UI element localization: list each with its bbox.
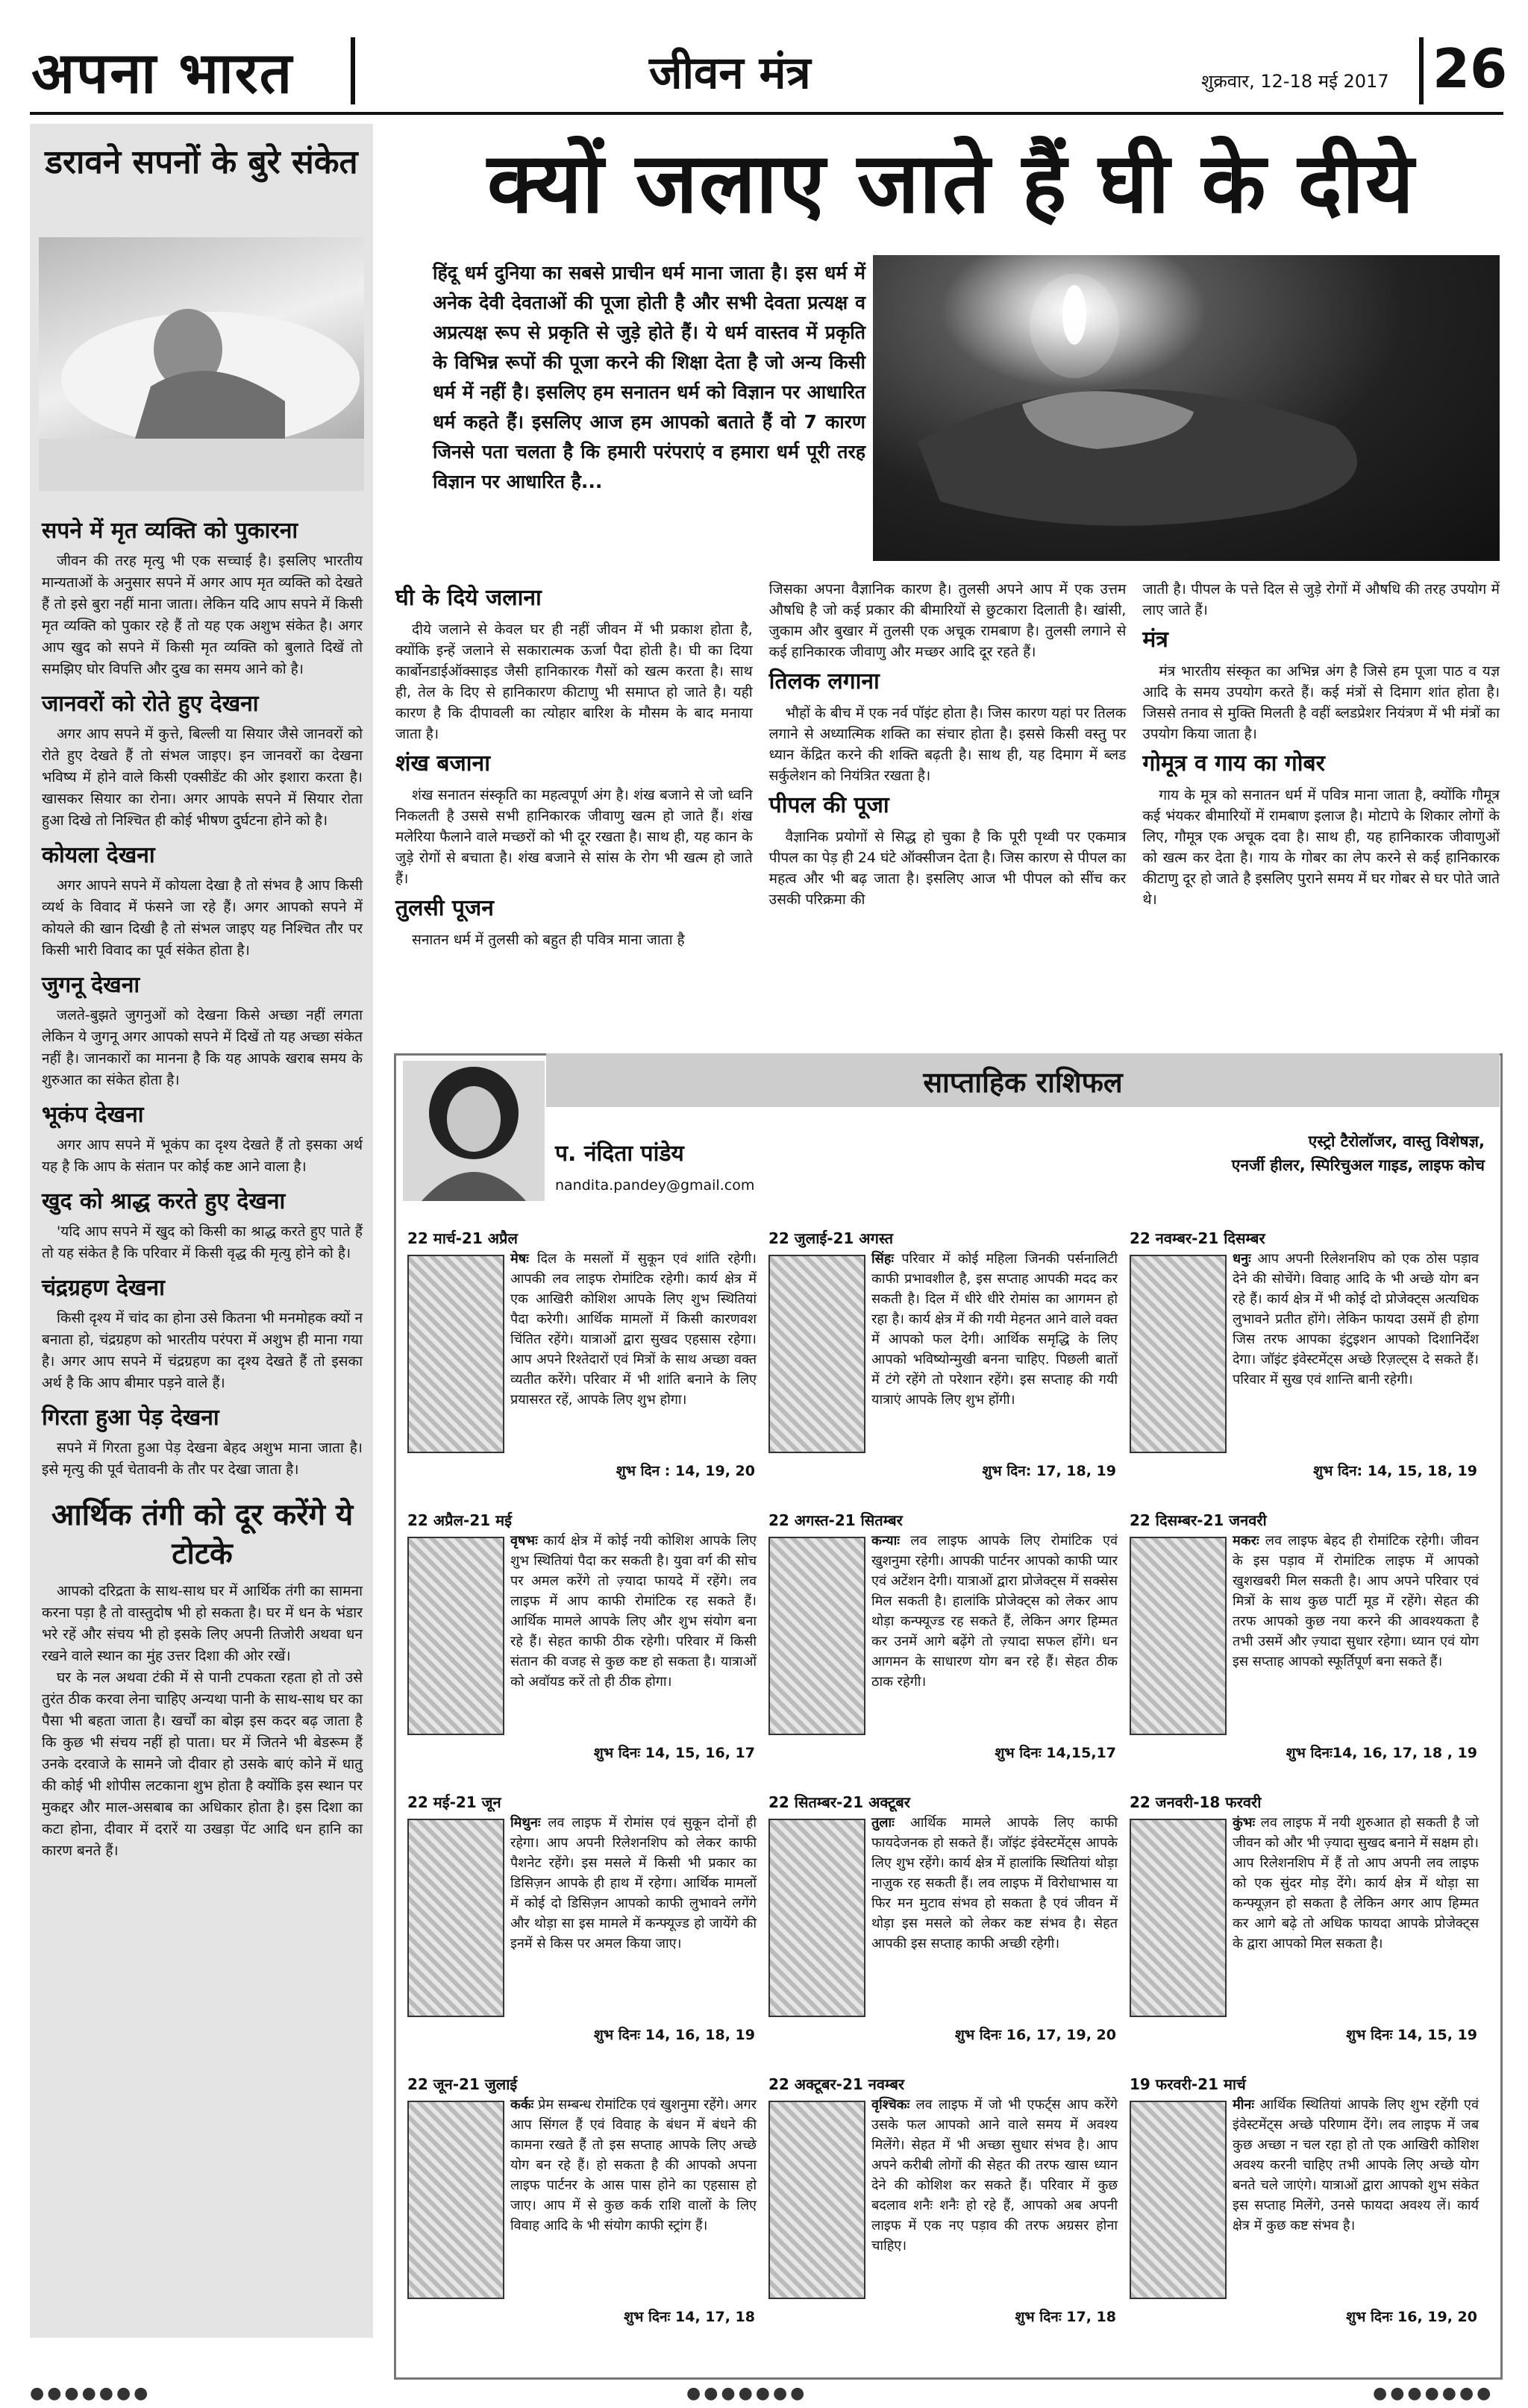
reason-heading: शंख बजाना: [395, 750, 490, 777]
zodiac-prediction: [510, 1249, 757, 1410]
article-column-2: [769, 579, 1127, 1034]
reason-text: मंत्र भारतीय संस्कृत का अभिन्न अंग है जिसे हम पूजा पाठ व यज्ञ आदि के समय उपयोग करते हैं। कई मंत्रों से दिमाग शांत होता है। जिससे तनाव से मुक्ति मिलती है वहीं ब्लडप्रेशर नियंत्रण में भी मंत्रों का उपयोग किया जाता है।: [1142, 663, 1500, 742]
role-line: एस्ट्रो टैरोलॉजर, वास्तु विशेषज्ञ,: [1308, 1132, 1485, 1150]
zodiac-lucky-days: शुभ दिनः 14, 16, 18, 19: [593, 2027, 755, 2043]
zodiac-prediction-text: आप अपनी रिलेशनशिप को एक ठोस पड़ाव देने की सोचेंगे। विवाह आदि के भी अच्छे योग बन रहे हैं। कार्य क्षेत्र में भी कोई दो प्रोजेक्ट्स अत्यधिक लुभावने प्रतीत होंगे। लेकिन फायदा उसमें ही होगा जिस तरफ आपका इंटुइशन आपको दिशानिर्देश देगा। जॉइंट इंवेस्टमेंट्स अच्छे रिज़ल्ट्स दे सकते हैं। परिवार में सुख एवं शान्ति बानी रहेगी।: [1233, 1251, 1479, 1388]
astrologer-name: प. नंदिता पांडेय: [555, 1141, 684, 1167]
zodiac-sign-name: तुलाः: [871, 1815, 895, 1831]
zodiac-illustration: [1130, 1537, 1227, 1735]
article-columns: [395, 579, 1500, 1034]
zodiac-card: [764, 1787, 1121, 2047]
newspaper-brand: अपना भारत: [31, 40, 294, 106]
zodiac-date-range: 22 सितम्बर-21 अक्टूबर: [768, 1793, 910, 1811]
zodiac-prediction-text: आर्थिक मामले आपके लिए काफी फायदेजनक हो सकते हैं। जॉइंट इंवेस्टमेंट्स आपके लिए शुभ रहेंगे। कार्य क्षेत्र में हालांकि स्थितियां थोड़ा नाज़ुक रह सकती हैं। लव लाइफ में विरोधाभास या फिर मन मुटाव संभव हो सकता है एवं जीवन में थोड़ा इस मसले को लेकर कष्ट संभव है। सेहत आपकी इस सप्ताह काफी अच्छी रहेगी।: [871, 1815, 1118, 1951]
dream-text: जीवन की तरह मृत्यु भी एक सच्चाई है। इसलिए भारतीय मान्यताओं के अनुसार सपने में अगर आप मृत व्यक्ति को देखते हैं तो इसे बुरा नहीं माना जाता। लेकिन यदि आप सपने में किसी मृत व्यक्ति को पुकार रहे हैं तो यह एक अशुभ संकेत है। अगर आप खुद को सपने में किसी मृत व्यक्ति को बुलाते दिखें तो समझिए घोर विपत्ति और दुख का समय आने को है।: [42, 553, 363, 677]
reason-text: सनातन धर्म में तुलसी को बहुत ही पवित्र माना जाता है: [412, 932, 685, 948]
zodiac-sign-name: मेषः: [510, 1251, 529, 1267]
zodiac-prediction: [871, 1531, 1118, 1692]
article-intro: हिंदू धर्म दुनिया का सबसे प्राचीन धर्म माना जाता है। इस धर्म में अनेक देवी देवताओं की पूजा होती है और सभी देवता प्रत्यक्ष व अप्रत्यक्ष रूप से प्रकृति से जुड़े होते हैं। ये धर्म वास्तव में प्रकृति के विभिन्न रूपों की पूजा करने की शिक्षा देता है जो अन्य किसी धर्म में नहीं है। इसलिए हम सनातन धर्म को विज्ञान पर आधारित धर्म कहते हैं। इसलिए आज हम आपको बताते हैं वो 7 कारण जिनसे पता चलता है कि हमारी परंपराएं व हमारा धर्म पूरी तरह विज्ञान पर आधारित है...: [433, 262, 865, 492]
zodiac-illustration: [407, 1537, 504, 1735]
zodiac-prediction: [510, 1531, 757, 1692]
zodiac-lucky-days: शुभ दिनः14, 16, 17, 18 , 19: [1286, 1745, 1477, 1761]
dream-text: किसी दृश्य में चांद का होना उसे कितना भी मनमोहक क्यों न बनाता हो, चंद्रग्रहण को भारतीय परंपरा में अशुभ ही माना गया है। अगर आप सपने में चंद्रग्रहण का दृश्य देखते हैं तो इसका अर्थ है कि आप बीमार पड़ने वाले हैं।: [42, 1310, 363, 1391]
zodiac-lucky-days: शुभ दिनः 17, 18: [1015, 2309, 1116, 2325]
dream-text: सपने में गिरता हुआ पेड़ देखना बेहद अशुभ माना जाता है। इसे मृत्यु की पूर्व चेतावनी के तौर पर देखा जाता है।: [42, 1440, 363, 1478]
zodiac-illustration: [768, 2101, 865, 2299]
ghee-diya-photo: [873, 255, 1500, 561]
totke-paragraph: घर के नल अथवा टंकी में से पानी टपकता रहता हो तो उसे तुरंत ठीक करवा लेना चाहिए अन्यथा पानी के साथ-साथ घर का पैसा भी बहता जाता है। खर्चों का बोझ इस कदर बढ़ जाता है कि कुछ भी संचय नहीं हो पाता। घर में जितने भी बेडरूम हैं उनके दरवाजे के सामने जो दीवार हो उसके बाएं कोने में धातु की कोई भी शोपीस लटकाना शुभ होता है क्योंकि इस स्थान पर मुकद्दर और माल-असबाब का अधिकार होता है। इस दिशा का कटा होना, दीवार में दरारें या उखड़ा पेंट आदि धन हानि का कारण बनते हैं।: [42, 1669, 363, 1859]
zodiac-prediction-text: दिल के मसलों में सुकून एवं शांति रहेगी। आपकी लव लाइफ रोमांटिक रहेगी। कार्य क्षेत्र में एक आखिरी कोशिश आपके लिए शुभ स्थितियां पैदा करेगी। आर्थिक मामलों में किसी कारणवश चिंतित रहेंगे। यात्राओं द्वारा सुखद एहसास रहेगा। आप अपने रिश्तेदारों एवं मित्रों के साथ अच्छा वक्त व्यतीत करेंगे। परिवार में भी शांति बनाने के लिए प्रयासरत रहें, आपके लिए शुभ होगा।: [510, 1251, 757, 1408]
page-footer: [30, 2384, 1503, 2403]
article-column-3: [1142, 579, 1500, 1034]
zodiac-lucky-days: शुभ दिनः 16, 19, 20: [1346, 2309, 1477, 2325]
rashifal-title: साप्ताहिक राशिफल: [923, 1065, 1123, 1099]
zodiac-sign-name: वृषभः: [510, 1533, 538, 1549]
reason-heading: तिलक लगाना: [768, 668, 880, 695]
zodiac-sign-name: वृश्चिकः: [871, 2097, 910, 2113]
dream-heading: कोयला देखना: [42, 842, 155, 868]
zodiac-lucky-days: शुभ दिनः 14, 17, 18: [624, 2309, 755, 2325]
zodiac-prediction: [1233, 1531, 1479, 1672]
zodiac-lucky-days: शुभ दिनः 14, 15, 19: [1346, 2027, 1477, 2043]
zodiac-date-range: 22 अप्रैल-21 मई: [407, 1511, 512, 1529]
zodiac-date-range: 19 फरवरी-21 मार्च: [1130, 2075, 1246, 2093]
sidebar-title: डरावने सपनों के बुरे संकेत: [45, 143, 358, 181]
zodiac-illustration: [768, 1537, 865, 1735]
zodiac-sign-name: कन्याः: [871, 1533, 900, 1549]
zodiac-prediction: [1233, 1249, 1479, 1390]
zodiac-sign-name: मिथुनः: [510, 1815, 541, 1831]
zodiac-date-range: 22 दिसम्बर-21 जनवरी: [1130, 1511, 1267, 1529]
zodiac-illustration: [1130, 2101, 1227, 2299]
astrologer-role: [1194, 1129, 1485, 1177]
zodiac-prediction-text: लव लाइफ में नयी शुरुआत हो सकती है जो जीवन को और भी ज़्यादा सुखद बनाने में सक्षम हो। आप रिलेशनशिप में हैं तो आप अपनी लव लाइफ को एक सुंदर मोड़ देंगे। कार्य क्षेत्र में थोड़ा सा कन्फ्यूज़न हो सकता है लेकिन अगर आप हिम्मत कर आगे बढ़े तो अधिक फायदा आपके प्रोजेक्ट्स के द्वारा आपको मिल सकता है।: [1233, 1815, 1479, 1951]
zodiac-prediction-text: आर्थिक स्थितियां आपके लिए शुभ रहेंगी एवं इंवेस्टमेंट्स अच्छे परिणाम देंगे। लव लाइफ में जब कुछ अच्छा न चल रहा हो तो एक आखिरी कोशिश अवश्य करनी चाहिए तभी आपके लिए अच्छे योग बनते चले जाएंगे। यात्राओं द्वारा आपको शुभ संकेत इस सप्ताह मिलेंगे, उनसे फायदा अवश्य लें। कार्य क्षेत्र में कुछ कष्ट संभव है।: [1233, 2097, 1479, 2233]
reason-heading: पीपल की पूजा: [768, 792, 889, 818]
dream-text: 'यदि आप सपने में खुद को किसी का श्राद्ध करते हुए पाते हैं तो यह संकेत है कि परिवार में किसी वृद्ध की मृत्यु होने को है।: [42, 1223, 363, 1261]
zodiac-card: [1125, 1223, 1482, 1483]
zodiac-sign-name: सिंहः: [871, 1251, 895, 1267]
dream-heading: खुद को श्राद्ध करते हुए देखना: [42, 1188, 286, 1214]
dream-heading: भूकंप देखना: [42, 1102, 144, 1128]
zodiac-illustration: [1130, 1819, 1227, 2017]
zodiac-prediction: [871, 1249, 1118, 1410]
reason-text: जिसका अपना वैज्ञानिक कारण है। तुलसी अपने आप में एक उत्तम औषधि है जो कई प्रकार की बीमारियों से छुटकारा दिलाती है। खांसी, जुकाम और बुखार में तुलसी एक अचूक रामबाण है। तुलसी लगाने से कई हानिकारक जीवाणु और मच्छर आदि दूर रहते हैं।: [768, 581, 1127, 660]
reason-text: गाय के मूत्र को सनातन धर्म में पवित्र माना जाता है, क्योंकि गौमूत्र कई भंयकर बीमारियों में रामबाण इलाज है। मोटापे के शिकार लोगों के लिए, गौमूत्र एक अचूक दवा है। साथ ही, यह हानिकारक जीवाणुओं को खत्म कर देता है। गाय के गोबर का लेप करने से कई हानिकारक कीटाणु दूर हो जाते है इसलिए पुराने समय में घर गोबर से घर पोते जाते थे।: [1142, 787, 1500, 908]
dream-heading: जुगनू देखना: [42, 972, 140, 998]
zodiac-card: [403, 1787, 760, 2047]
zodiac-illustration: [768, 1819, 865, 2017]
zodiac-date-range: 22 जुलाई-21 अगस्त: [768, 1229, 894, 1247]
masthead-divider: [351, 37, 355, 104]
zodiac-lucky-days: शुभ दिनः 14,15,17: [995, 1745, 1116, 1761]
sleeping-man-photo: [39, 237, 364, 491]
zodiac-card: [764, 2069, 1121, 2329]
footer-dots-icon: ●●●●●●●: [1373, 2384, 1494, 2403]
zodiac-illustration: [768, 1255, 865, 1453]
dream-text: अगर आप सपने में कुत्ते, बिल्ली या सियार जैसे जानवरों को रोते हुए देखते हैं तो संभल जाइए। इन जानवरों का देखना भविष्य में होने वाले किसी एक्सीडेंट की ओर इशारा करता है। खासकर सियार का रोना। अगर आपके सपने में सियार रोता हुआ दिखे तो निश्चित ही कोई भीषण दुर्घटना होने को है।: [42, 726, 363, 829]
zodiac-illustration: [407, 2101, 504, 2299]
dream-text: जलते-बुझते जुगनुओं को देखना किसे अच्छा नहीं लगता लेकिन ये जुगनू अगर आपको सपने में दिखें तो यह अच्छा संकेत नहीं है। जानकारों का मानना है कि यह आपके खराब समय के शुरुआत का संकेत होता है।: [42, 1007, 363, 1088]
zodiac-prediction: [871, 2095, 1118, 2256]
zodiac-prediction-text: लव लाइफ में रोमांस एवं सुकून दोनों ही रहेगा। आप अपनी रिलेशनशिप को लेकर काफी पैशनेट रहेंगे। इस मसले में किसी भी प्रकार का डिसिज़न आपके ही हाथ में रहेगा। आर्थिक मामलों में कोई दो डिसिज़न आपको काफी लुभावने लगेंगे और थोड़ा सा इस मामले में कन्फ्यूज्ड हो जायेंगे की इनमें से किस पर अमल किया जाए।: [510, 1815, 757, 1951]
reason-heading: मंत्र: [1142, 627, 1168, 653]
astrologer-email[interactable]: nandita.pandey@gmail.com: [555, 1177, 755, 1194]
zodiac-card: [403, 1505, 760, 1765]
zodiac-lucky-days: शुभ दिनः 14, 15, 16, 17: [593, 1745, 755, 1761]
footer-dots-icon: ●●●●●●●: [686, 2384, 808, 2403]
role-line: एनर्जी हीलर, स्पिरिचुअल गाइड, लाइफ कोच: [1231, 1156, 1485, 1174]
section-name: जीवन मंत्र: [649, 47, 811, 99]
zodiac-sign-name: मीनः: [1233, 2097, 1255, 2113]
zodiac-date-range: 22 अगस्त-21 सितम्बर: [768, 1511, 903, 1529]
reason-text: शंख सनातन संस्कृति का महत्वपूर्ण अंग है। शंख बजाने से जो ध्वनि निकलती है उससे सभी हानिकारक जीवाणु खत्म हो जाते हैं। शंख मलेरिया फैलाने वाले मच्छरों को भी दूर रखता है। साथ ही, यह कान के जुड़े रोगों से बचाता है। शंख बजाने से सांस के रोग भी खत्म हो जाते हैं।: [395, 787, 753, 887]
totke-paragraph: आपको दरिद्रता के साथ-साथ घर में आर्थिक तंगी का सामना करना पड़ा है तो वास्तुदोष भी हो सकता है। घर में धन के भंडार भरे रहें और संचय भी हो इसके लिए अपनी तिजोरी अथवा धन रखने वाले स्थान का मुंह उत्तर दिशा की ओर रखें।: [42, 1583, 363, 1664]
footer-dots-icon: ●●●●●●●: [30, 2384, 151, 2403]
reason-heading: तुलसी पूजन: [395, 895, 494, 921]
dream-heading: गिरता हुआ पेड़ देखना: [42, 1405, 219, 1431]
zodiac-date-range: 22 मार्च-21 अप्रैल: [407, 1229, 518, 1247]
reason-text: भौहों के बीच में एक नर्व पॉइंट होता है। जिस कारण यहां पर तिलक लगाने से अध्यात्मिक शक्ति का संचार होता है। इससे किसी वस्तु पर ध्यान केंद्रित करने की शक्ति बढ़ती है। साथ ही, यह दिमाग में ब्लड सर्कुलेशन को नियंत्रित रखता है।: [768, 705, 1127, 784]
zodiac-sign-name: कुंभः: [1233, 1815, 1256, 1831]
zodiac-prediction-text: कार्य क्षेत्र में कोई नयी कोशिश आपके लिए शुभ स्थितियां पैदा कर सकती है। युवा वर्ग की सोच पर अमल करेंगे तो ज़्यादा फायदे में रहेंगे। लव लाइफ में आप काफी रोमांटिक रह सकते हैं। आर्थिक मामले आपके लिए और शुभ संयोग बना रहे हैं। सेहत काफी ठीक रहेगी। परिवार में किसी संतान की वजह से कुछ कष्ट हो सकता है। यात्राओं को अवॉयड करें तो ही ठीक होगा।: [510, 1533, 757, 1690]
article-column-1: [395, 579, 753, 1034]
zodiac-lucky-days: शुभ दिनः 16, 17, 19, 20: [954, 2027, 1116, 2043]
zodiac-prediction-text: परिवार में कोई महिला जिनकी पर्सनालिटी काफी प्रभावशील है, इस सप्ताह आपकी मदद कर सकती है। दिल में धीरे धीरे रोमांस का आगमन हो रहा है। कार्य क्षेत्र में की गयी मेहनत आने वाले वक्त में आपको फल देगी। आर्थिक समृद्धि के लिए आपको भविष्योन्मुखी बनना चाहिए. पिछली बातों में टंगे रहेंगे तो परेशान रहेंगे। इस सप्ताह की गयी यात्राएं आपके लिए शुभ होंगी।: [871, 1251, 1118, 1408]
astrologer-photo: [403, 1061, 545, 1201]
dream-text: अगर आप सपने में भूकंप का दृश्य देखते हैं तो इसका अर्थ यह है कि आप के संतान पर कोई कष्ट आने वाला है।: [42, 1137, 363, 1175]
zodiac-date-range: 22 मई-21 जून: [407, 1793, 501, 1811]
zodiac-date-range: 22 जनवरी-18 फरवरी: [1130, 1793, 1262, 1811]
reason-text: दीये जलाने से केवल घर ही नहीं जीवन में भी प्रकाश होता है, क्योंकि इन्हें जलाने से सकारात्मक ऊर्जा पैदा होती है। घी का दिया कार्बोनडाईऑक्साइड जैसी हानिकारक गैसों को खत्म करता है। साथ ही, तेल के दिए से हानिकारण कीटाणु भी समाप्त हो जाते है। यही कारण है कि दीपावली का त्योहार बारिश के मौसम के बाद मनाया जाता है।: [395, 621, 753, 742]
reason-text: वैज्ञानिक प्रयोगों से सिद्ध हो चुका है कि पूरी पृथ्वी पर एकमात्र पीपल का पेड़ ही 24 घंटे ऑक्सीजन देता है। जिस कारण से पीपल का महत्व और भी बढ़ जाता है। इसलिए आज भी पीपल को सींच कर उसकी परिक्रमा की: [768, 829, 1127, 908]
zodiac-prediction-text: लव लाइफ आपके लिए रोमांटिक एवं खुशनुमा रहेगी। आपकी पार्टनर आपको काफी प्यार एवं अटेंशन देगी। यात्राओं द्वारा प्रोजेक्ट्स में सक्सेस मिल सकती है। हालांकि प्रोजेक्ट्स को लेकर आप थोड़ा कन्फ्यूज्ड रह सकते हैं, लेकिन अगर हिम्मत कर उनमें आगे बढ़ेंगे तो ज़्यादा सफल होंगे। धन आगमन के साधारण योग बन रहे हैं। सेहत ठीक ठाक रहेगी।: [871, 1533, 1118, 1690]
zodiac-illustration: [1130, 1255, 1227, 1453]
zodiac-illustration: [407, 1255, 504, 1453]
dream-text: अगर आपने सपने में कोयला देखा है तो संभव है आप किसी व्यर्थ के विवाद में फंसने जा रहे हैं। अगर आपको सपने में कोयले की खान दिखी है तो संभल जाइए यह निश्चित तौर पर किसी भारी विवाद का पूर्व संकेत होता है।: [42, 877, 363, 959]
reason-heading: घी के दिये जलाना: [395, 585, 542, 611]
zodiac-prediction-text: लव लाइफ में जो भी एफर्ट्स आप करेंगे उसके फल आपको आने वाले समय में अवश्य मिलेंगे। सेहत में भी अच्छा सुधार संभव है। आप अपने करीबी लोगों की सेहत की तरफ खास ध्यान देने की कोशिश कर सकते हैं। परिवार में कुछ बदलाव शनैः शनैः हो रहे हैं, आपको अब अपनी लाइफ में एक नए पड़ाव की तरफ अग्रसर होना चाहिए।: [871, 2097, 1118, 2254]
zodiac-card: [764, 1505, 1121, 1765]
zodiac-card: [1125, 2069, 1482, 2329]
zodiac-date-range: 22 नवम्बर-21 दिसम्बर: [1130, 1229, 1265, 1247]
dream-heading: सपने में मृत व्यक्ति को पुकारना: [42, 518, 298, 544]
page-number: 26: [1432, 37, 1508, 100]
zodiac-date-range: 22 अक्टूबर-21 नवम्बर: [768, 2075, 905, 2093]
zodiac-prediction: [1233, 1813, 1479, 1954]
page-number-divider: [1419, 37, 1424, 104]
reason-heading: गोमूत्र व गाय का गोबर: [1142, 750, 1325, 777]
zodiac-prediction-text: लव लाइफ बेहद ही रोमांटिक रहेगी। जीवन के इस पड़ाव में रोमांटिक लाइफ में आपको खुशखबरी मिल सकती है। आप अपने परिवार एवं मित्रों के साथ कुछ पार्टी मूड में रहेंगे। सेहत की तरफ आपको कुछ नया करने की आवश्यकता है तभी उसमें और ज़्यादा सुधार रहेगा। ध्यान एवं योग इस सप्ताह आपको स्फूर्तिपूर्ण बना सकते हैं।: [1233, 1533, 1479, 1669]
zodiac-card: [1125, 1505, 1482, 1765]
zodiac-card: [403, 2069, 760, 2329]
zodiac-card: [764, 1223, 1121, 1483]
zodiac-card: [1125, 1787, 1482, 2047]
issue-date: शुक्रवार, 12-18 मई 2017: [1201, 71, 1389, 92]
totke-subtitle: आर्थिक तंगी को दूर करेंगे ये टोटके: [51, 1497, 354, 1571]
zodiac-prediction: [510, 1813, 757, 1954]
zodiac-prediction-text: प्रेम सम्बन्ध रोमांटिक एवं खुशनुमा रहेंगे। अगर आप सिंगल हैं एवं विवाह के बंधन में बंधने की कामना रखते हैं तो इस सप्ताह आपके लिए अच्छे योग बन रहे हैं। हो सकता है की आपको अपना लाइफ पार्टनर के आस पास होने का एहसास हो जाए। आप में से कुछ कर्क राशि वालों के लिए विवाह आदि के भी संयोग काफी स्ट्रांग हैं।: [510, 2097, 757, 2233]
zodiac-card: [403, 1223, 760, 1483]
zodiac-prediction: [1233, 2095, 1479, 2236]
zodiac-lucky-days: शुभ दिन : 14, 19, 20: [616, 1463, 755, 1479]
zodiac-lucky-days: शुभ दिन: 17, 18, 19: [982, 1463, 1116, 1479]
zodiac-illustration: [407, 1819, 504, 2017]
dream-heading: जानवरों को रोते हुए देखना: [42, 691, 259, 717]
dream-heading: चंद्रग्रहण देखना: [42, 1275, 165, 1301]
reason-text: जाती है। पीपल के पत्ते दिल से जुड़े रोगों में औषधि की तरह उपयोग में लाए जाते हैं।: [1142, 581, 1500, 618]
zodiac-sign-name: धनुः: [1233, 1251, 1251, 1267]
zodiac-prediction: [871, 1813, 1118, 1954]
zodiac-prediction: [510, 2095, 757, 2236]
zodiac-date-range: 22 जून-21 जुलाई: [407, 2075, 518, 2093]
zodiac-sign-name: मकरः: [1233, 1533, 1259, 1549]
article-headline: क्यों जलाए जाते हैं घी के दीये: [487, 134, 1415, 232]
sidebar-body: [42, 507, 363, 1862]
zodiac-lucky-days: शुभ दिन: 14, 15, 18, 19: [1313, 1463, 1477, 1479]
zodiac-sign-name: कर्कः: [510, 2097, 534, 2113]
